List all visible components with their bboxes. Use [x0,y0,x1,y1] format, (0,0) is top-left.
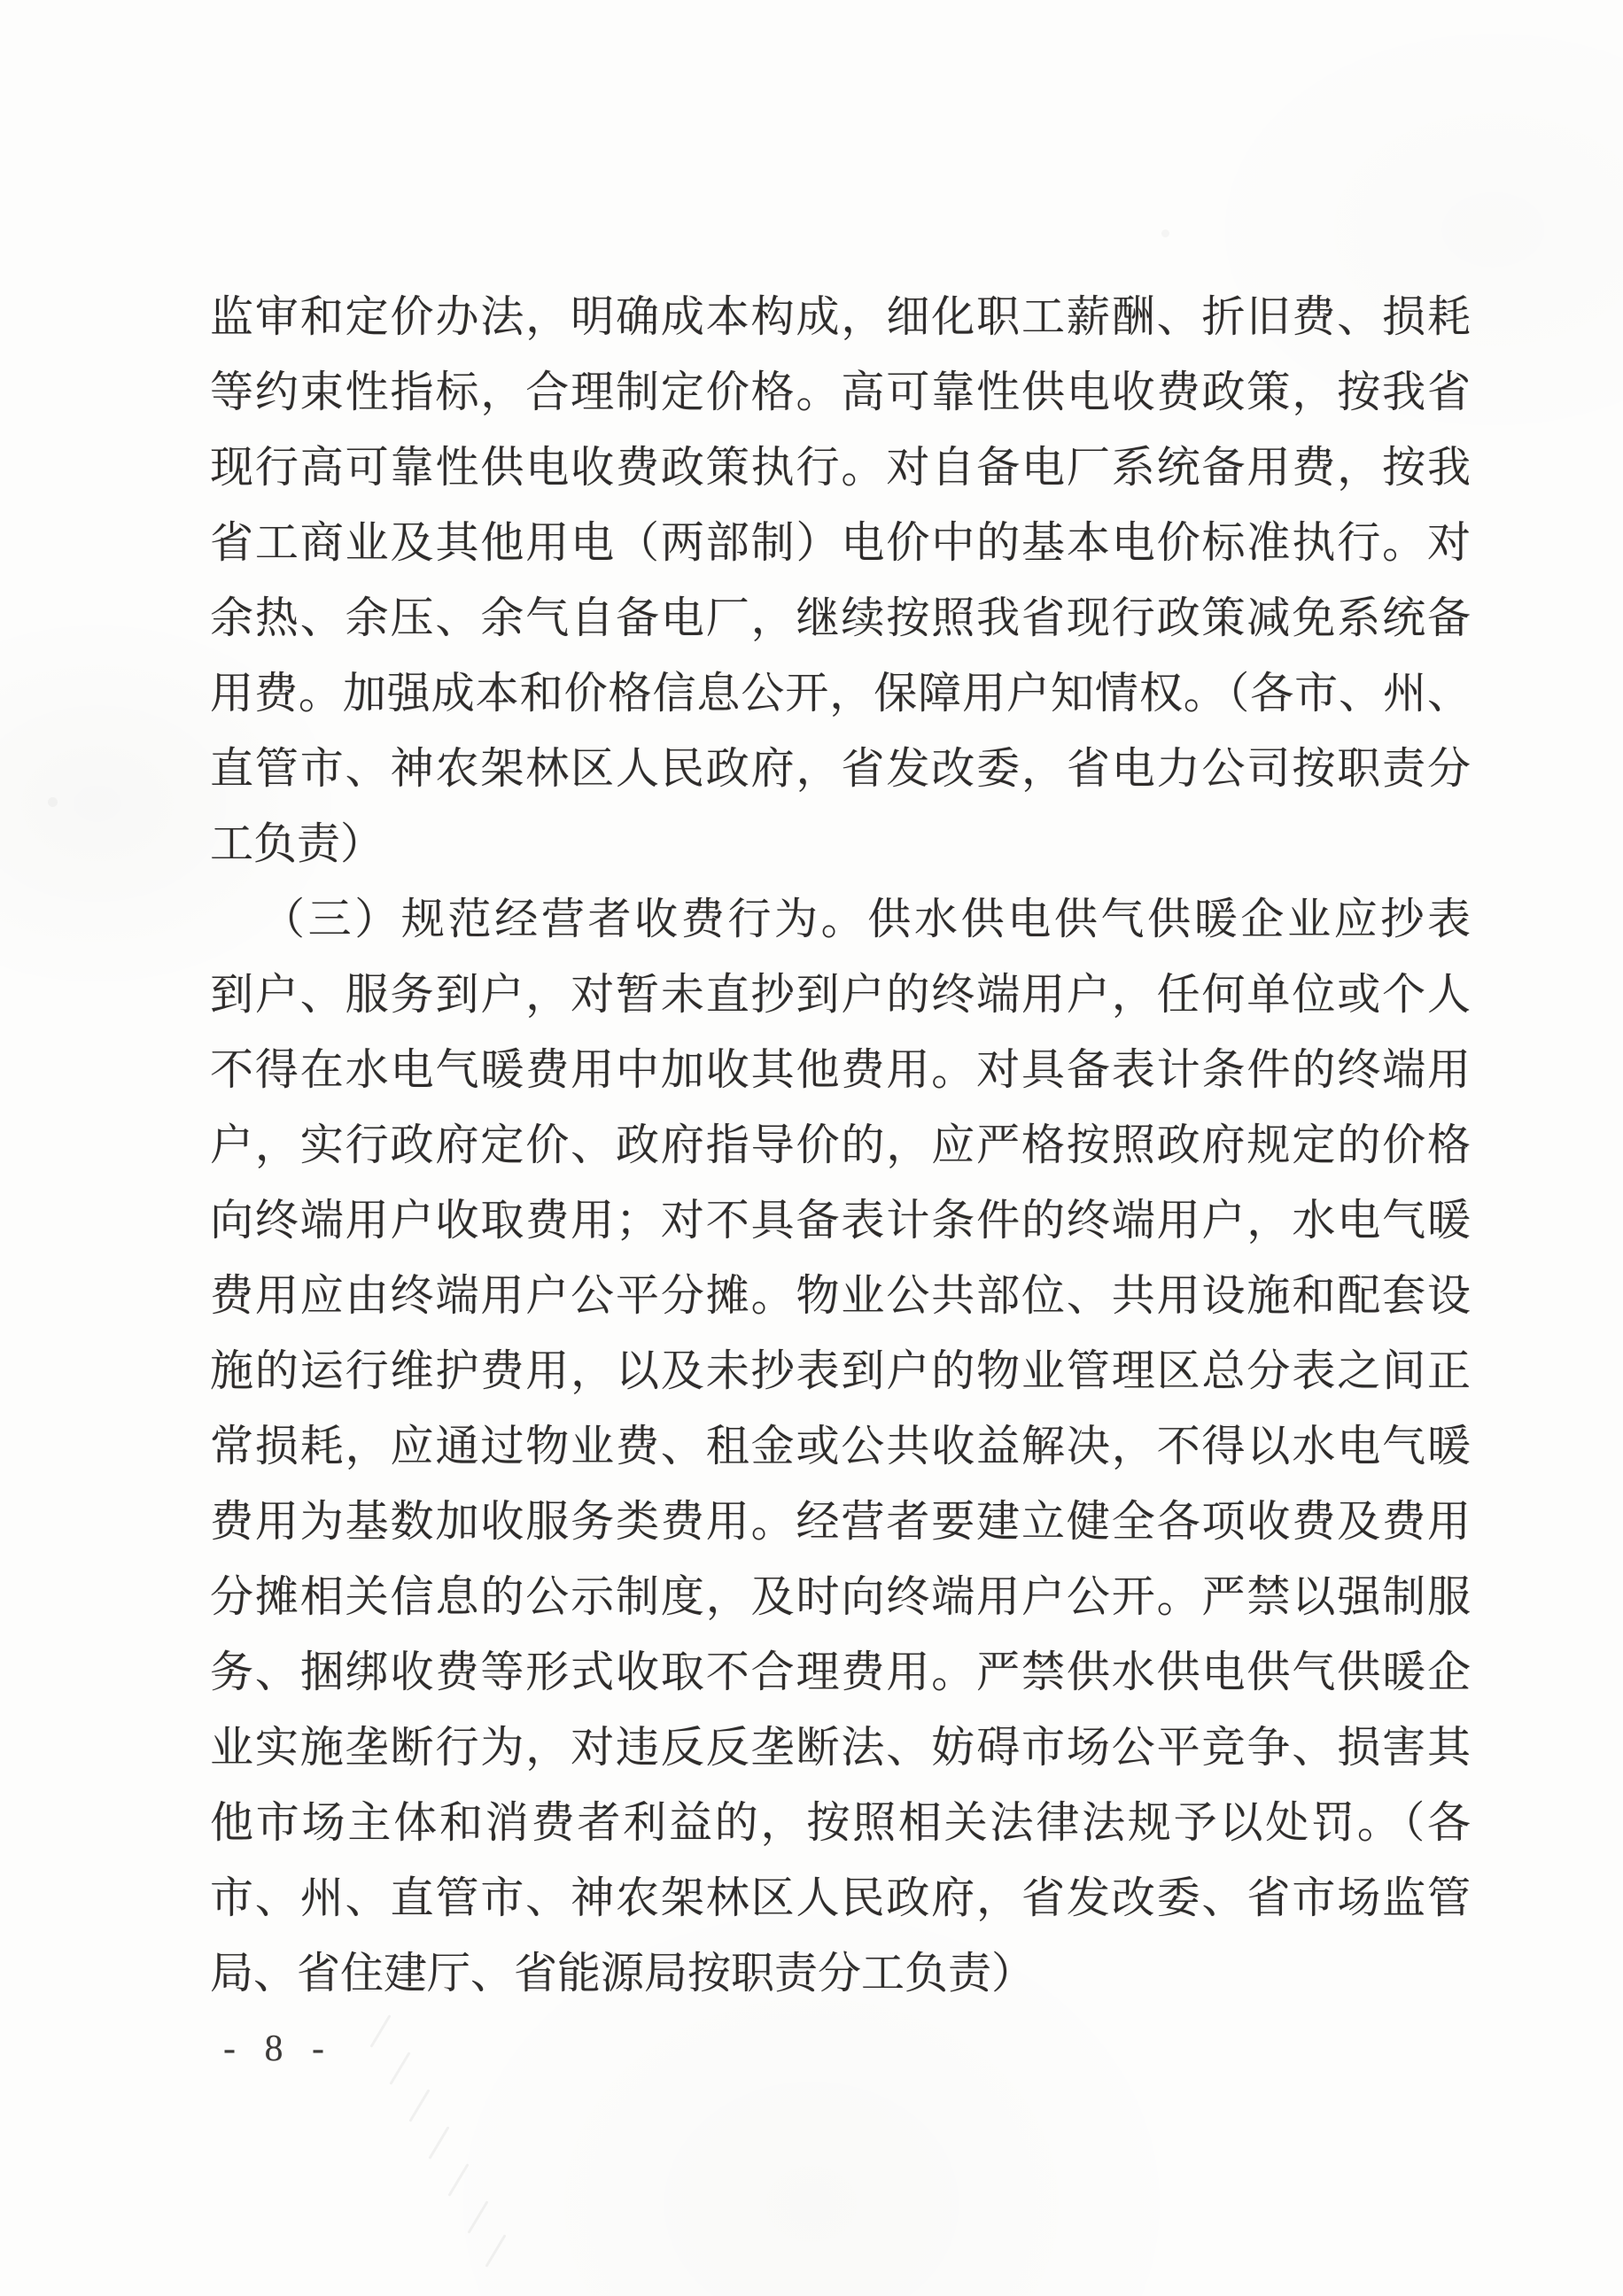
text-line: 业实施垄断行为，对违反反垄断法、妨碍市场公平竞争、损害其 [210,1723,1471,1772]
text-line: 局、省住建厅、省能源局按职责分工负责） [210,1949,1036,1997]
text-line: 常损耗，应通过物业费、租金或公共收益解决，不得以水电气暖 [210,1422,1471,1470]
text-line: 余热、余压、余气自备电厂，继续按照我省现行政策减免系统备 [210,593,1471,642]
text-line: 用费。加强成本和价格信息公开，保障用户知情权。（各市、州、 [210,669,1471,718]
text-line: 市、州、直管市、神农架林区人民政府，省发改委、省市场监管 [210,1873,1471,1922]
text-line: 直管市、神农架林区人民政府，省发改委，省电力公司按职责分 [210,744,1471,793]
text-line: 费用为基数加收服务类费用。经营者要建立健全各项收费及费用 [210,1497,1471,1546]
text-line: （三）规范经营者收费行为。供水供电供气供暖企业应抄表 [261,895,1471,943]
text-line: 等约束性指标，合理制定价格。高可靠性供电收费政策，按我省 [210,368,1471,416]
paragraph-1 [210,279,1471,881]
text-line: 不得在水电气暖费用中加收其他费用。对具备表计条件的终端用 [210,1045,1471,1094]
text-line: 分摊相关信息的公示制度，及时向终端用户公开。严禁以强制服 [210,1572,1471,1621]
text-line: 省工商业及其他用电（两部制）电价中的基本电价标准执行。对 [210,518,1471,567]
page-number: - 8 - [223,2028,334,2069]
text-line: 户，实行政府定价、政府指导价的，应严格按照政府规定的价格 [210,1121,1471,1169]
text-line: 费用应由终端用户公平分摊。物业公共部位、共用设施和配套设 [210,1271,1471,1320]
text-line: 向终端用户收取费用；对不具备表计条件的终端用户，水电气暖 [210,1196,1471,1245]
text-line: 到户、服务到户，对暂未直抄到户的终端用户，任何单位或个人 [210,970,1471,1019]
text-line: 监审和定价办法，明确成本构成，细化职工薪酬、折旧费、损耗 [210,292,1471,341]
text-line: 现行高可靠性供电收费政策执行。对自备电厂系统备用费，按我 [210,443,1471,492]
text-line: 务、捆绑收费等形式收取不合理费用。严禁供水供电供气供暖企 [210,1648,1471,1696]
text-line: 工负责） [210,819,384,868]
text-line: 施的运行维护费用，以及未抄表到户的物业管理区总分表之间正 [210,1346,1471,1395]
text-line: 他市场主体和消费者利益的，按照相关法律法规予以处罚。（各 [210,1798,1471,1847]
paragraph-2 [210,881,1471,2011]
document-body [210,279,1471,2011]
